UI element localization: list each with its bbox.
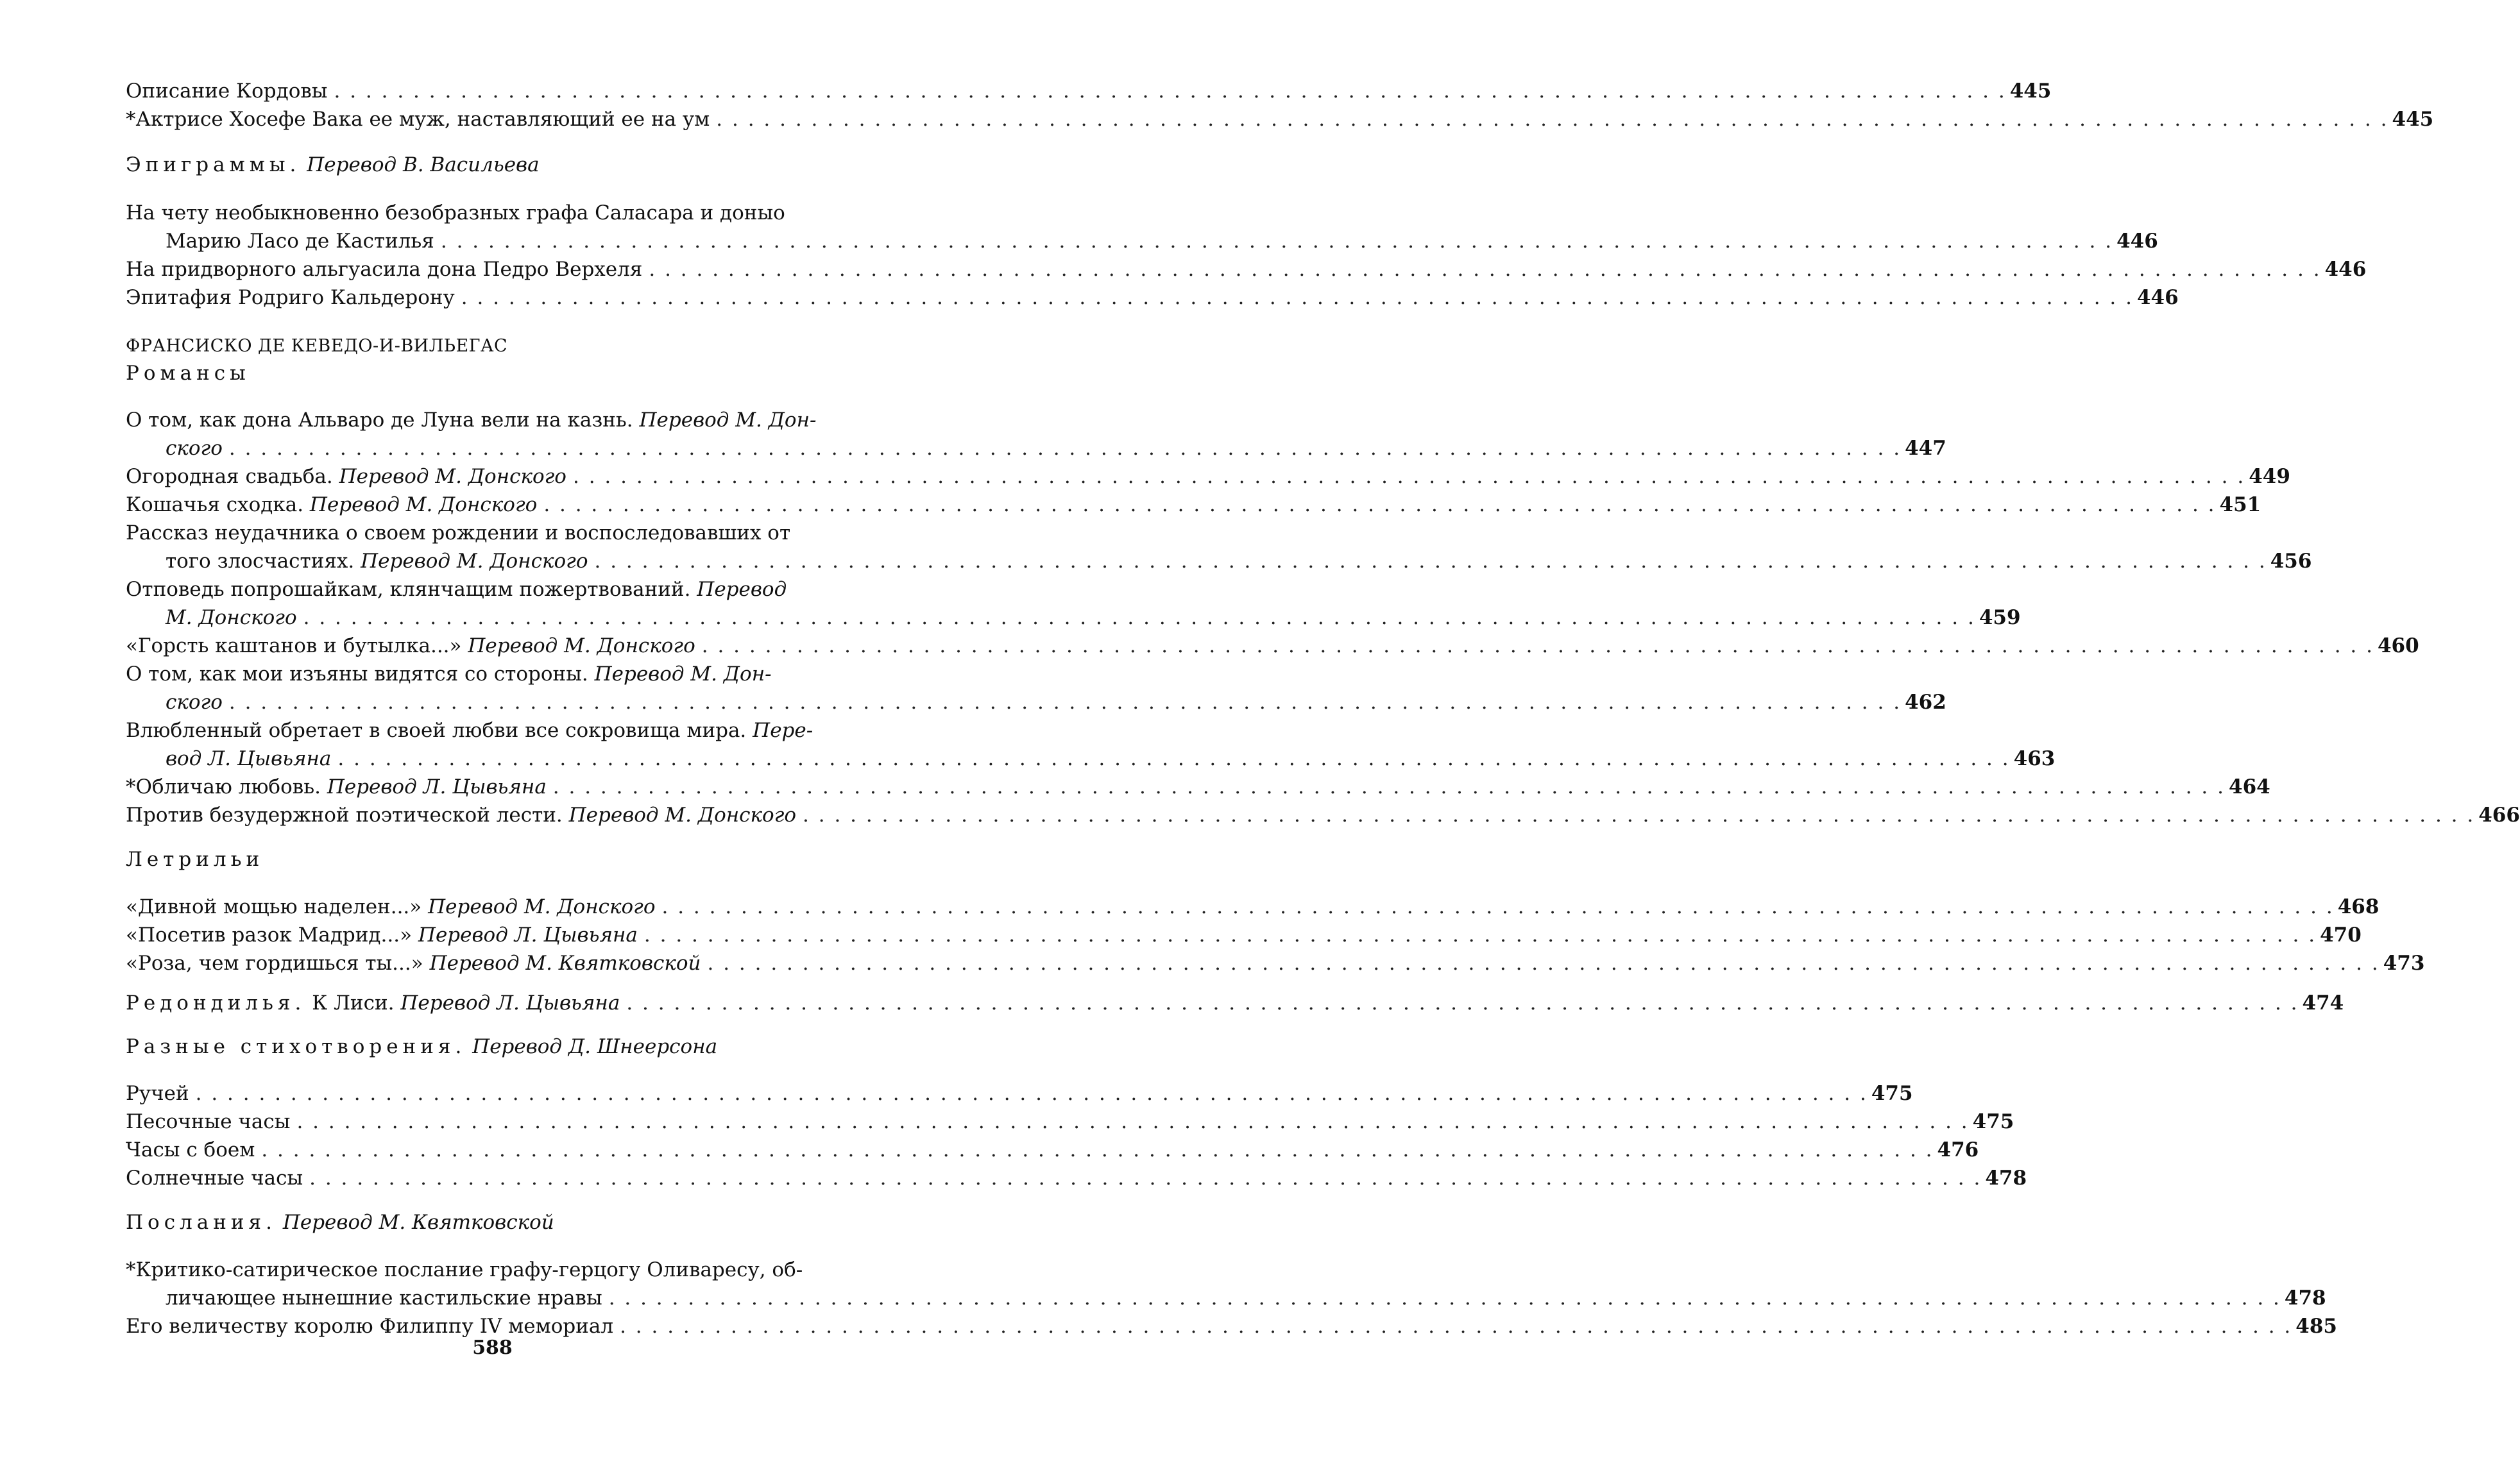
leader-dots [644,921,2315,949]
translator-credit: Пере- [753,719,813,742]
author-heading: ФРАНСИСКО ДЕ КЕВЕДО-И-ВИЛЬЕГАС [126,336,508,356]
leader-dots [309,1164,1980,1192]
leader-dots [716,105,2387,133]
translator-credit: Перевод М. Донского [468,634,695,657]
leader-dots [595,547,2265,575]
section-title: Разные стихотворения. [126,1035,466,1058]
leader-dots [662,893,2333,921]
section-title: Послания. [126,1211,277,1234]
section-heading-romances [126,359,250,387]
page-number: 446 [2324,258,2367,281]
toc-entry-line1 [126,716,875,745]
leader-dots [543,491,2214,519]
leader-dots [573,462,2243,491]
page-number: 478 [2284,1287,2326,1310]
page-number: 478 [1985,1167,2027,1190]
entry-title: Песочные часы [126,1110,291,1133]
leader-dots [229,688,1900,716]
translator-credit: Перевод Л. Цывьяна [327,775,547,798]
entry-title: Описание Кордовы [126,80,328,103]
entry-title: «Роза, чем гордишься ты...» [126,952,423,975]
entry-title: *Обличаю любовь. [126,775,321,798]
page-number: 485 [2295,1315,2338,1338]
entry-title: На придворного альгуасила дона Педро Верхеля [126,258,643,281]
leader-dots [303,603,1974,632]
section-heading-epigrams [126,151,540,179]
leader-dots [261,1136,1932,1164]
toc-entry-line2 [166,745,2056,773]
page-number: 473 [2383,952,2425,975]
toc-entry [126,491,2261,519]
toc-entry-line1 [126,199,875,227]
entry-title: К Лиси. [312,992,395,1015]
page-number: 445 [2392,108,2434,131]
toc-entry-line2 [166,688,1946,716]
toc-entry-line1 [126,1256,875,1284]
entry-title: Эпитафия Родриго Кальдерону [126,286,455,309]
toc-entry-redondilla [126,989,2344,1017]
section-title: Эпиграммы. [126,153,301,176]
toc-entry [126,1164,2027,1192]
translator-credit-cont: ского [166,437,223,460]
entry-title: Ручей [126,1082,189,1105]
entry-title: О том, как дона Альваро де Луна вели на казнь. [126,409,633,432]
page-number: 451 [2219,493,2261,516]
section-heading-letrillas [126,845,264,874]
toc-entry [126,893,2380,921]
entry-title: «Дивной мощью наделен...» [126,895,422,918]
leader-dots [461,283,2132,312]
toc-entry-line1 [126,575,875,603]
translator-credit: Перевод М. Донского [309,493,538,516]
toc-entry-line1 [126,660,875,688]
translator-credit: Перевод М. Донского [428,895,656,918]
toc-entry [126,77,2052,105]
translator-credit-cont: вод Л. Цывьяна [166,747,332,770]
page-folio: 588 [472,1337,513,1359]
entry-title: *Актрисе Хосефе Вака ее муж, наставляющий ее на ум [126,108,710,131]
toc-entry [126,921,2362,949]
page-number: 466 [2478,804,2520,827]
toc-entry-line1 [126,519,875,547]
page-number: 446 [2136,286,2179,309]
leader-dots [196,1079,1866,1108]
toc-entry [126,632,2419,660]
toc-entry-line2 [166,434,1946,462]
entry-title: Огородная свадьба. [126,465,333,488]
page-number: 456 [2270,550,2312,573]
page-number: 468 [2337,895,2380,918]
page-number: 459 [1979,606,2021,629]
section-heading-epistles [126,1208,554,1236]
toc-entry-line2 [166,547,2312,575]
page-number: 449 [2249,465,2290,488]
page-number: 445 [2009,80,2052,103]
toc-entry [126,1079,1913,1108]
entry-title: Часы с боем [126,1138,255,1161]
leader-dots [553,773,2224,801]
entry-title: Против безудержной поэтической лести. [126,804,563,827]
toc-entry [126,1136,1979,1164]
toc-entry-line2 [166,603,2021,632]
leader-dots [707,949,2378,977]
toc-entry [126,773,2270,801]
leader-dots [609,1284,2279,1312]
leader-dots [626,989,2297,1017]
toc-entry [126,1108,2014,1136]
toc-entry-line2 [166,1284,2326,1312]
section-title: Редондилья. [126,992,306,1015]
entry-title: «Горсть каштанов и бутылка...» [126,634,462,657]
section-heading-various [126,1033,717,1061]
entry-title-cont: Марию Ласо де Кастилья [166,230,434,253]
translator-credit: Перевод М. Донского [361,550,588,573]
entry-title: Влюбленный обретает в своей любви все сокровища мира. [126,719,747,742]
page-number: 476 [1937,1138,1979,1161]
entry-title: На чету необыкновенно безобразных графа Саласара и доныо [126,201,785,224]
toc-entry [126,462,2290,491]
leader-dots [702,632,2372,660]
toc-entry-line1 [126,406,875,434]
translator-credit: Перевод М. Квятковской [282,1211,554,1234]
translator-credit: Перевод М. Дон- [639,409,817,432]
leader-dots [296,1108,1967,1136]
translator-credit: Перевод Л. Цывьяна [418,924,638,947]
page-number: 474 [2302,992,2344,1015]
entry-title-cont: личающее нынешние кастильские нравы [166,1287,602,1310]
page-number: 475 [1972,1110,2014,1133]
translator-credit: Перевод [697,578,787,601]
page-number: 464 [2229,775,2270,798]
entry-title: Кошачья сходка. [126,493,304,516]
toc-entry [126,255,2367,283]
translator-credit: Перевод М. Квятковской [429,952,701,975]
entry-title: О том, как мои изъяны видятся со стороны. [126,663,588,686]
leader-dots [649,255,2319,283]
translator-credit: Перевод М. Донского [568,804,797,827]
section-title: Летрильи [126,848,264,871]
translator-credit: Перевод М. Донского [339,465,566,488]
entry-title-cont: того злосчастиях. [166,550,355,573]
page-number: 470 [2320,924,2362,947]
entry-title: Его величеству королю Филиппу IV мемориал [126,1315,614,1338]
translator-credit-cont: ского [166,691,223,714]
toc-entry-line2 [166,227,2158,255]
page-number: 460 [2377,634,2419,657]
leader-dots [441,227,2111,255]
toc-entry [126,283,2179,312]
leader-dots [337,745,2008,773]
toc-entry [126,801,2520,829]
translator-credit: Перевод В. Васильева [307,153,540,176]
entry-title: Солнечные часы [126,1167,303,1190]
page-number: 475 [1871,1082,1913,1105]
entry-title: «Посетив разок Мадрид...» [126,924,413,947]
page-number: 462 [1905,691,1946,714]
page-number: 447 [1905,437,1946,460]
leader-dots [334,77,2004,105]
translator-credit: Перевод М. Дон- [594,663,772,686]
toc-entry [126,949,2425,977]
section-title: Романсы [126,362,250,385]
page-number: 463 [2013,747,2056,770]
toc-entry [126,105,2434,133]
entry-title: *Критико-сатирическое послание графу-герцогу Оливаресу, об- [126,1258,803,1281]
translator-credit: Перевод Л. Цывьяна [400,992,620,1015]
page-number: 446 [2116,230,2158,253]
translator-credit: Перевод Д. Шнеерсона [472,1035,718,1058]
leader-dots [229,434,1900,462]
leader-dots [803,801,2473,829]
entry-title: Рассказ неудачника о своем рождении и воспоследовавших от [126,521,791,544]
translator-credit-cont: М. Донского [166,606,297,629]
entry-title: Отповедь попрошайкам, клянчащим пожертвований. [126,578,691,601]
